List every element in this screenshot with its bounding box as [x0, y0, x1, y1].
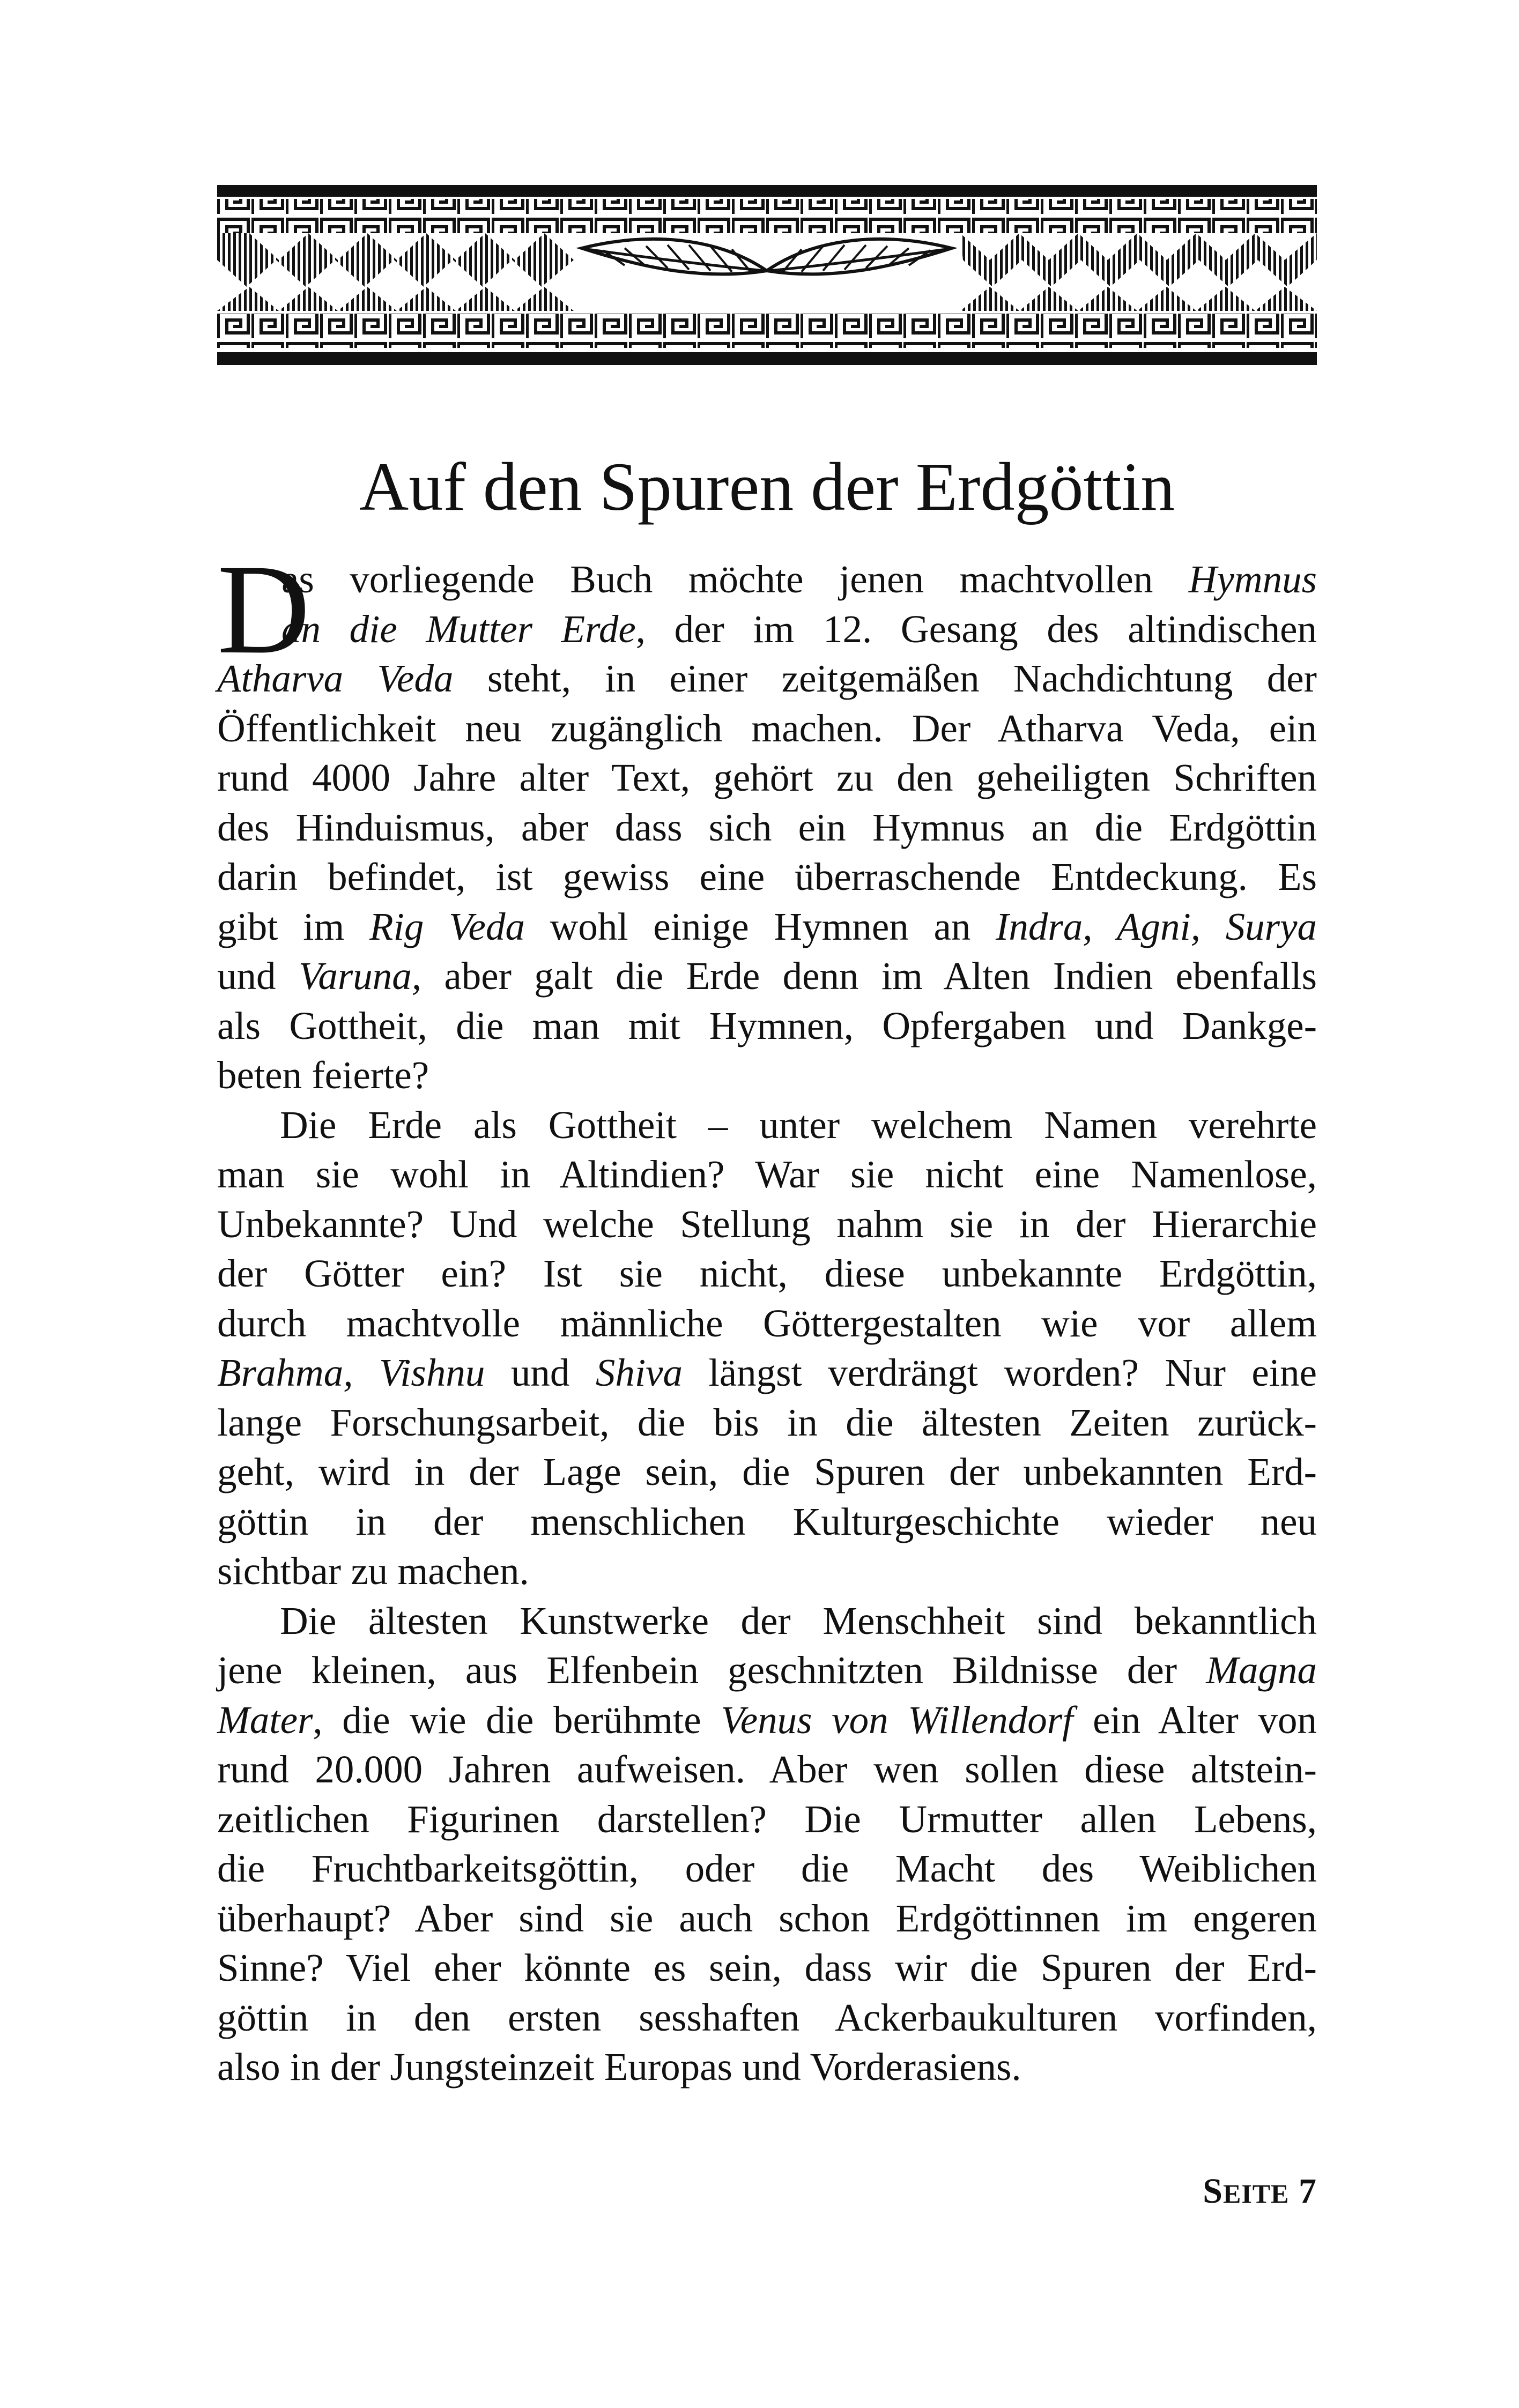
text-line: Die ältesten Kunstwerke der Menschheit sind bekanntlich	[280, 1599, 1317, 1643]
text-line: der Götter ein? Ist sie nicht, diese unbekannte Erdgöttin,	[217, 1252, 1317, 1295]
drop-cap: D	[217, 538, 310, 680]
text-line: gibt im Rig Veda wohl einige Hymnen an Indra, Agni, Surya	[217, 904, 1317, 948]
text-line: Atharva Veda steht, in einer zeitgemäßen Nachdichtung der	[217, 657, 1317, 700]
text-line: und Varuna, aber galt die Erde denn im Alten Indien ebenfalls	[217, 954, 1317, 998]
text-line: die Fruchtbarkeitsgöttin, oder die Macht des Weiblichen	[217, 1847, 1317, 1890]
text-line: also in der Jungsteinzeit Europas und Vorderasiens.	[217, 2045, 1021, 2089]
text-line: Mater, die wie die berühmte Venus von Willendorf ein Alter von	[217, 1698, 1317, 1742]
text-line: Öffentlichkeit neu zugänglich machen. Der Atharva Veda, ein	[217, 706, 1317, 750]
text-line: rund 4000 Jahre alter Text, gehört zu den geheiligten Schriften	[217, 756, 1317, 799]
body-text	[217, 538, 1317, 2092]
text-line: man sie wohl in Altindien? War sie nicht eine Namenlose,	[217, 1153, 1317, 1196]
text-line: darin befindet, ist gewiss eine überraschende Entdeckung. Es	[217, 855, 1317, 898]
text-line: beten feierte?	[217, 1053, 429, 1097]
leaf-icon	[582, 239, 952, 274]
text-line: Die Erde als Gottheit – unter welchem Namen verehrte	[280, 1103, 1317, 1147]
text-line: Sinne? Viel eher könnte es sein, dass wir die Spuren der Erd-	[217, 1946, 1317, 1989]
text-line: geht, wird in der Lage sein, die Spuren der unbekannten Erd-	[217, 1450, 1317, 1493]
page-title: Auf den Spuren der Erdgöttin	[359, 449, 1175, 525]
text-line: des Hinduismus, aber dass sich ein Hymnus an die Erdgöttin	[217, 805, 1317, 849]
text-line: an die Mutter Erde, der im 12. Gesang des altindischen	[281, 607, 1317, 651]
page-number: SEITE 7	[1203, 2172, 1317, 2211]
text-line: zeitlichen Figurinen darstellen? Die Urmutter allen Lebens,	[217, 1797, 1317, 1841]
text-line: göttin in den ersten sesshaften Ackerbaukulturen vorfinden,	[217, 1995, 1317, 2039]
text-line: überhaupt? Aber sind sie auch schon Erdgöttinnen im engeren	[217, 1896, 1317, 1940]
text-line: göttin in der menschlichen Kulturgeschichte wieder neu	[217, 1499, 1317, 1543]
text-line: Unbekannte? Und welche Stellung nahm sie in der Hierarchie	[217, 1202, 1317, 1246]
text-line: jene kleinen, aus Elfenbein geschnitzten Bildnisse der Magna	[217, 1648, 1317, 1692]
greek-key-ornament-banner	[217, 185, 1317, 383]
text-line: sichtbar zu machen.	[217, 1549, 529, 1593]
text-line: as vorliegende Buch möchte jenen machtvollen Hymnus	[281, 558, 1317, 601]
text-line: rund 20.000 Jahren aufweisen. Aber wen sollen diese altstein-	[217, 1748, 1317, 1791]
text-line: Brahma, Vishnu und Shiva längst verdrängt worden? Nur eine	[217, 1351, 1317, 1394]
text-line: als Gottheit, die man mit Hymnen, Opfergaben und Dankge-	[217, 1004, 1317, 1047]
text-line: lange Forschungsarbeit, die bis in die ältesten Zeiten zurück-	[217, 1400, 1317, 1444]
text-line: durch machtvolle männliche Göttergestalten wie vor allem	[217, 1301, 1317, 1345]
